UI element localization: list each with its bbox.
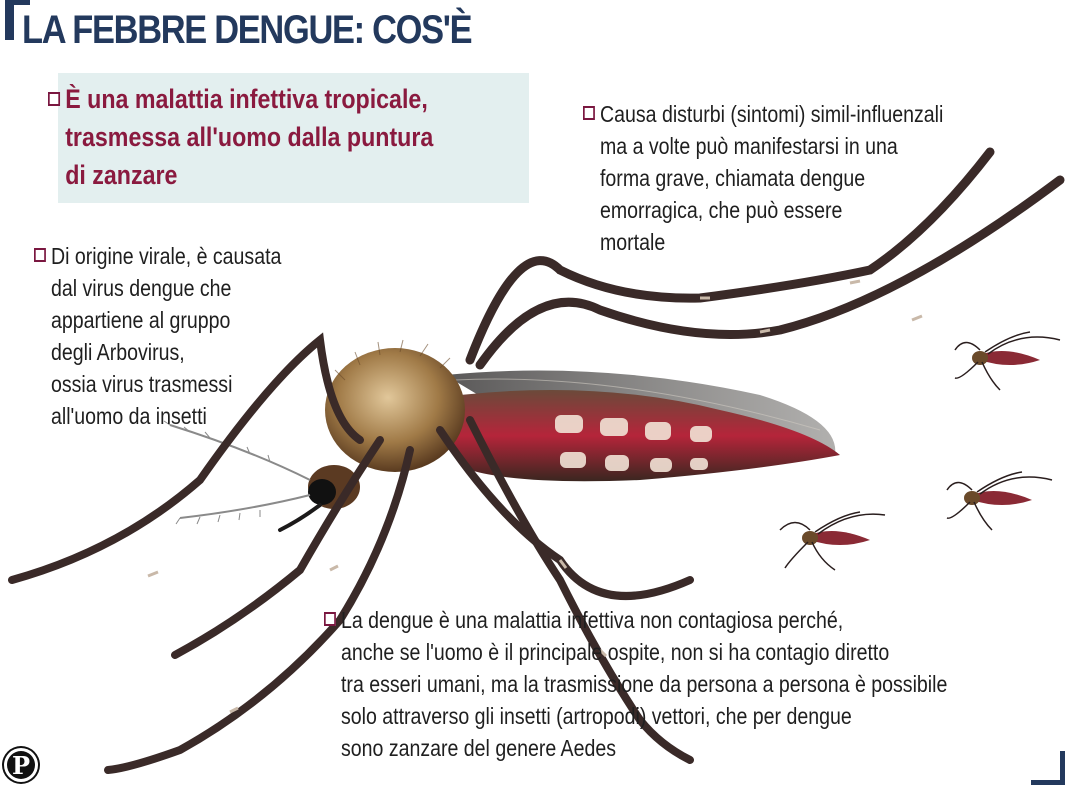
logo-icon [4,748,38,782]
logo-letter: P [11,750,31,780]
checkbox-icon [324,612,336,626]
text-block-viral [34,240,340,432]
small-mosquito [947,472,1052,530]
text-block-symptoms [583,98,1059,258]
text-block-primary [48,80,530,194]
text-block-symptoms-text: Causa disturbi (sintomi) simil-influenzali ma a volte può manifestarsi in una forma grave, chiamata dengue emorragica, che può essere mortale [600,101,944,255]
text-block-contagion-text: La dengue è una malattia infettiva non contagiosa perché, anche se l'uomo è il principale ospite, non si ha contagio diretto tra esseri umani, ma la trasmissione da persona a persona è possibile solo attraverso gli insetti (artropodi) vettori, che per dengue sono zanzare del genere Aedes [341,607,948,761]
text-block-viral-text: Di origine virale, è causata dal virus dengue che appartiene al gruppo degli Arbovirus, ossia virus trasmessi all'uomo da insetti [51,243,282,429]
page-title: LA FEBBRE DENGUE: COS'È [22,8,472,52]
text-block-primary-text: È una malattia infettiva tropicale, trasmessa all'uomo dalla puntura di zanzare [65,84,434,190]
text-block-contagion [324,604,1071,764]
small-mosquito [780,512,885,570]
checkbox-icon [583,106,595,120]
thorax [325,348,465,472]
small-mosquito [955,332,1060,390]
proboscis [280,505,320,530]
checkbox-icon [34,248,46,262]
checkbox-icon [48,92,60,106]
